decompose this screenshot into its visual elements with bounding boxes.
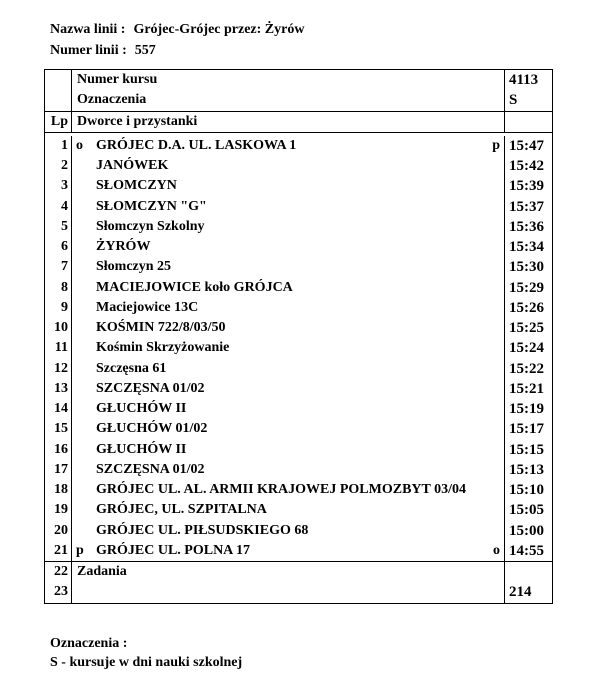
stop-row <box>45 399 552 419</box>
stop-name: GRÓJEC UL. PIŁSUDSKIEGO 68 <box>96 522 309 538</box>
stop-name: ŻYRÓW <box>96 239 151 254</box>
stop-time: 15:42 <box>509 158 544 174</box>
lp-header: Lp <box>45 112 72 132</box>
stop-row <box>45 197 552 217</box>
stop-cell <box>72 419 505 439</box>
row-lp: 8 <box>45 278 72 298</box>
row-23 <box>45 582 552 602</box>
stop-cell <box>72 541 505 561</box>
row-lp: 20 <box>45 521 72 541</box>
stop-row <box>45 440 552 460</box>
stop-name: GRÓJEC D.A. UL. LASKOWA 1 <box>96 137 297 153</box>
stop-cell <box>72 440 505 460</box>
stop-time: 15:05 <box>509 502 544 519</box>
stop-cell <box>72 480 505 500</box>
stop-row <box>45 460 552 480</box>
stop-row <box>45 419 552 439</box>
stop-cell <box>72 197 505 217</box>
row-lp: 18 <box>45 480 72 500</box>
stop-name: GŁUCHÓW 01/02 <box>96 421 208 437</box>
stop-row <box>45 359 552 379</box>
stop-time: 15:25 <box>509 320 544 336</box>
stop-row <box>45 480 552 500</box>
stop-row <box>45 338 552 358</box>
stop-cell <box>72 359 505 379</box>
stop-time: 15:15 <box>509 441 544 458</box>
stop-cell <box>72 217 505 237</box>
stop-cell <box>72 257 505 277</box>
stop-name: GŁUCHÓW II <box>96 441 187 457</box>
stop-row <box>45 318 552 338</box>
row-lp: 3 <box>45 176 72 196</box>
stop-cell <box>72 338 505 358</box>
row-lp: 19 <box>45 500 72 520</box>
stop-name: SŁOMCZYN "G" <box>96 198 207 214</box>
stop-row <box>45 379 552 399</box>
stop-name: Kośmin Skrzyżowanie <box>96 340 230 356</box>
line-name-label: Nazwa linii : <box>50 22 126 37</box>
stop-cell <box>72 156 505 176</box>
stop-name: GRÓJEC UL. AL. ARMII KRAJOWEJ POLMOZBYT 03/04 <box>96 482 467 497</box>
row-lp: 17 <box>45 460 72 480</box>
legend-item: S - kursuje w dni nauki szkolnej <box>50 655 243 670</box>
row-lp: 6 <box>45 237 72 257</box>
stop-right-mark: o <box>493 542 500 558</box>
stop-name: MACIEJOWICE koło GRÓJCA <box>96 279 293 295</box>
stop-name: SŁOMCZYN <box>96 178 177 194</box>
stops-header: Dworce i przystanki <box>72 112 505 132</box>
row-lp: 12 <box>45 359 72 379</box>
stop-time: 15:17 <box>509 421 544 438</box>
stop-name: Maciejowice 13C <box>96 299 199 315</box>
stop-time: 15:24 <box>509 340 544 357</box>
row-lp: 10 <box>45 318 72 338</box>
stop-name: SZCZĘSNA 01/02 <box>96 380 205 396</box>
markings-label: Oznaczenia <box>72 90 505 110</box>
stop-time: 15:26 <box>509 299 544 316</box>
stop-row <box>45 500 552 520</box>
tasks-label: Zadania <box>72 562 505 582</box>
stop-row <box>45 298 552 318</box>
row-lp: 16 <box>45 440 72 460</box>
course-number-row <box>45 70 552 90</box>
stop-name: Szczęsna 61 <box>96 360 167 376</box>
stop-name: GŁUCHÓW II <box>96 401 187 416</box>
stop-time: 15:34 <box>509 239 544 255</box>
stop-time: 15:00 <box>509 522 544 539</box>
stop-cell <box>72 176 505 196</box>
line-number-label: Numer linii : <box>50 43 127 58</box>
stop-time: 14:55 <box>509 542 544 559</box>
stop-row <box>45 237 552 257</box>
legend-title: Oznaczenia : <box>50 636 128 651</box>
stop-time: 15:13 <box>509 461 544 478</box>
stop-row <box>45 278 552 298</box>
row-lp: 14 <box>45 399 72 419</box>
line-name-value: Grójec-Grójec przez: Żyrów <box>133 22 305 37</box>
markings-row <box>45 90 552 111</box>
stop-cell <box>72 500 505 520</box>
line-number-value: 557 <box>134 43 156 58</box>
stop-name: JANÓWEK <box>96 158 169 173</box>
row-lp: 2 <box>45 156 72 176</box>
row-lp: 4 <box>45 197 72 217</box>
stop-cell <box>72 136 505 156</box>
markings: S <box>509 92 518 109</box>
row-23-value: 214 <box>509 584 532 601</box>
stop-name: GRÓJEC UL. POLNA 17 <box>96 542 251 558</box>
stop-row <box>45 521 552 541</box>
row-lp: 23 <box>45 582 72 602</box>
stop-cell <box>72 399 505 419</box>
stop-name: Słomczyn 25 <box>96 259 172 275</box>
stop-time: 15:21 <box>509 380 544 397</box>
stop-time: 15:47 <box>509 137 544 154</box>
stop-time: 15:22 <box>509 360 544 377</box>
stops-list <box>45 133 552 562</box>
stop-time: 15:29 <box>509 279 544 296</box>
stop-row <box>45 257 552 277</box>
stop-cell <box>72 318 505 338</box>
stop-name: GRÓJEC, UL. SZPITALNA <box>96 502 267 518</box>
line-name <box>50 22 304 38</box>
stop-time: 15:10 <box>509 482 544 498</box>
stop-left-mark: p <box>76 542 84 558</box>
stop-name: KOŚMIN 722/8/03/50 <box>96 320 226 335</box>
row-lp: 5 <box>45 217 72 237</box>
row-lp: 9 <box>45 298 72 318</box>
row-lp: 13 <box>45 379 72 399</box>
stop-cell <box>72 298 505 318</box>
row-lp: 21 <box>45 541 72 561</box>
stop-left-mark: o <box>76 137 83 153</box>
stop-cell <box>72 460 505 480</box>
stop-time: 15:39 <box>509 178 544 195</box>
stop-cell <box>72 379 505 399</box>
stop-row <box>45 156 552 176</box>
row-lp: 15 <box>45 419 72 439</box>
stop-time: 15:30 <box>509 259 544 276</box>
row-lp: 1 <box>45 136 72 156</box>
stop-right-mark: p <box>492 137 500 153</box>
stop-time: 15:36 <box>509 218 544 235</box>
row-lp: 22 <box>45 562 72 582</box>
row-lp: 11 <box>45 338 72 358</box>
course-number-label: Numer kursu <box>72 70 505 90</box>
stop-row <box>45 217 552 237</box>
course-number: 4113 <box>509 72 539 88</box>
line-number <box>50 43 156 59</box>
timetable <box>44 69 553 604</box>
stop-row <box>45 136 552 156</box>
stop-time: 15:37 <box>509 198 544 215</box>
stop-name: SZCZĘSNA 01/02 <box>96 461 205 477</box>
stop-cell <box>72 278 505 298</box>
stop-row <box>45 541 552 561</box>
stop-row <box>45 176 552 196</box>
stop-time: 15:19 <box>509 401 544 417</box>
row-lp: 7 <box>45 257 72 277</box>
column-header-row <box>45 112 552 133</box>
stop-cell <box>72 521 505 541</box>
stop-name: Słomczyn Szkolny <box>96 218 205 234</box>
tasks-row <box>45 562 552 582</box>
stop-cell <box>72 237 505 257</box>
